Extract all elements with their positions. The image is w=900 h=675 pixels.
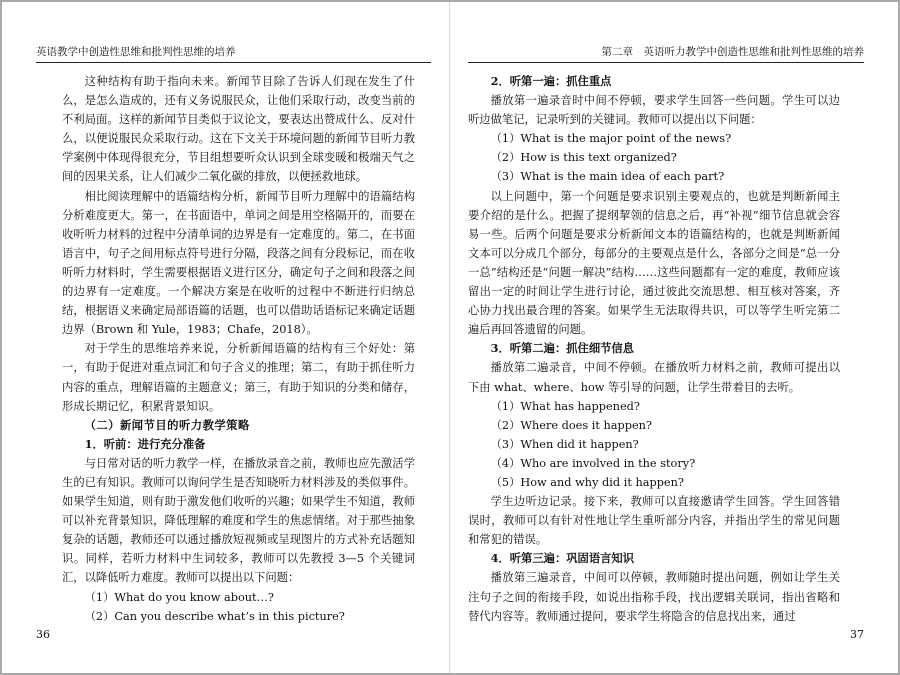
paragraph: 学生边听边记录。接下来，教师可以直接邀请学生回答。学生回答错误时，教师可以有针对性地让学生重听部分内容，并指出学生的常见问题和常犯的错误。	[468, 495, 840, 547]
paragraph: 播放第一遍录音时中间不停顿，要求学生回答一些问题。学生可以边听边做笔记，记录听到的关键词。教师可以提出以下问题：	[468, 94, 840, 127]
subsection-heading: 3．听第二遍：抓住细节信息	[490, 341, 635, 356]
paragraph: 播放第二遍录音，中间不停顿。在播放听力材料之前，教师可提出以下由 what、where、how 等引导的问题，让学生带着目的去听。	[468, 361, 840, 394]
section-heading: （二）新闻节目的听力教学策略	[84, 418, 250, 432]
list-item: （2）Can you describe what’s in this picture?	[84, 609, 345, 623]
list-item: （1）What is the major point of the news?	[490, 132, 732, 146]
list-item: （2）Where does it happen?	[490, 418, 652, 432]
list-item: （2）How is this text organized?	[490, 151, 677, 165]
paragraph: 相比阅读理解中的语篇结构分析，新闻节目听力理解中的语篇结构分析难度更大。第一，在书面语中，单词之间是用空格隔开的，而要在收听听力材料的过程中分清单词的边界是有一定难度的。第二，在书面语言中，句子之间用标点符号进行分隔，段落之间有分段标记，而在收听听力材料时，学生需要根据语义进行区分，确定句子之间和段落之间的边界有一定难度。一个解决方案是在收听的过程中不断进行归纳总结，根据语义来确定局部语篇的话题，也可以借助话语标记来确定话题边界（Brown 和 Yule，1983；Chafe，2018）。	[62, 189, 415, 337]
subsection-heading: 4．听第三遍：巩固语言知识	[490, 551, 635, 566]
page-number: 36	[36, 628, 50, 641]
book-spread	[2, 2, 898, 673]
paragraph: 与日常对话的听力教学一样，在播放录音之前，教师也应先激活学生的已有知识。教师可以询问学生是否知晓听力材料涉及的类似事件。如果学生知道，则有助于激发他们收听的兴趣；如果学生不知道，教师可以补充背景知识，降低理解的难度和学生的焦虑情绪。对于那些抽象复杂的话题，教师还可以通过播放短视频或呈现图片的方式补充话题知识。同样，若听力材料中生词较多，教师可以先教授 3—5 个关键词汇，以降低听力难度。教师可以提出以下问题：	[62, 456, 415, 585]
subsection-heading: 2．听第一遍：抓住重点	[490, 74, 612, 88]
paragraph: 对于学生的思维培养来说，分析新闻语篇的结构有三个好处：第一，有助于促进对重点词汇和句子含义的推理；第二，有助于抓住听力内容的重点，理解语篇的主题意义；第三，有助于知识的分类和储存，形成长期记忆，积累背景知识。	[62, 342, 415, 413]
paragraph: 以上问题中，第一个问题是要求识别主要观点的，也就是判断新闻主要介绍的是什么。把握了提纲挈领的信息之后，再“补视”细节信息就会容易一些。后两个问题是要求分析新闻文本的语篇结构的，也就是判断新闻文本可以分成几个部分，每部分的主要观点是什么，各部分之间是“总一分一总”结构还是“问题一解决”结构……这些问题都有一定的难度，教师应该留出一定的时间让学生进行讨论，通过彼此交流思想、相互核对答案，齐心协力找出最合理的答案。如果学生无法取得共识，可以等学生听完第二遍后再回答遗留的问题。	[468, 189, 840, 337]
subsection-heading: 1．听前：进行充分准备	[84, 436, 206, 451]
paragraph: 这种结构有助于指向未来。新闻节目除了告诉人们现在发生了什么，是怎么造成的，还有义务说服民众，让他们采取行动，改变当前的不利局面。这样的新闻节目类似于议论文，要表达出赞成什么、反对什么，以便说服民众采取行动。这在下文关于环境问题的新闻节目听力教学案例中体现得很充分，节目组想要听众认识到全球变暖和极端天气之间的因果关系，让人们减少二氧化碳的排放，以便拯救地球。	[62, 75, 415, 184]
list-item: （5）How and why did it happen?	[490, 475, 684, 489]
right-page	[450, 2, 898, 673]
list-item: （1）What do you know about…?	[84, 590, 274, 604]
list-item: （4）Who are involved in the story?	[490, 456, 696, 470]
running-header: 英语教学中创造性思维和批判性思维的培养	[36, 43, 431, 63]
list-item: （1）What has happened?	[490, 399, 640, 413]
page-body	[62, 72, 415, 626]
left-page	[2, 2, 450, 673]
paragraph: 播放第三遍录音，中间可以停顿，教师随时提出问题，例如让学生关注句子之间的衔接手段，如说出指称手段，找出逻辑关联词，指出省略和替代内容等。教师通过提问，要求学生将隐含的信息找出来，通过	[468, 571, 840, 623]
page-number: 37	[850, 628, 864, 641]
running-header: 第二章 英语听力教学中创造性思维和批判性思维的培养	[468, 43, 864, 63]
list-item: （3）When did it happen?	[490, 437, 639, 451]
page-body	[468, 72, 840, 626]
list-item: （3）What is the main idea of each part?	[490, 170, 725, 184]
